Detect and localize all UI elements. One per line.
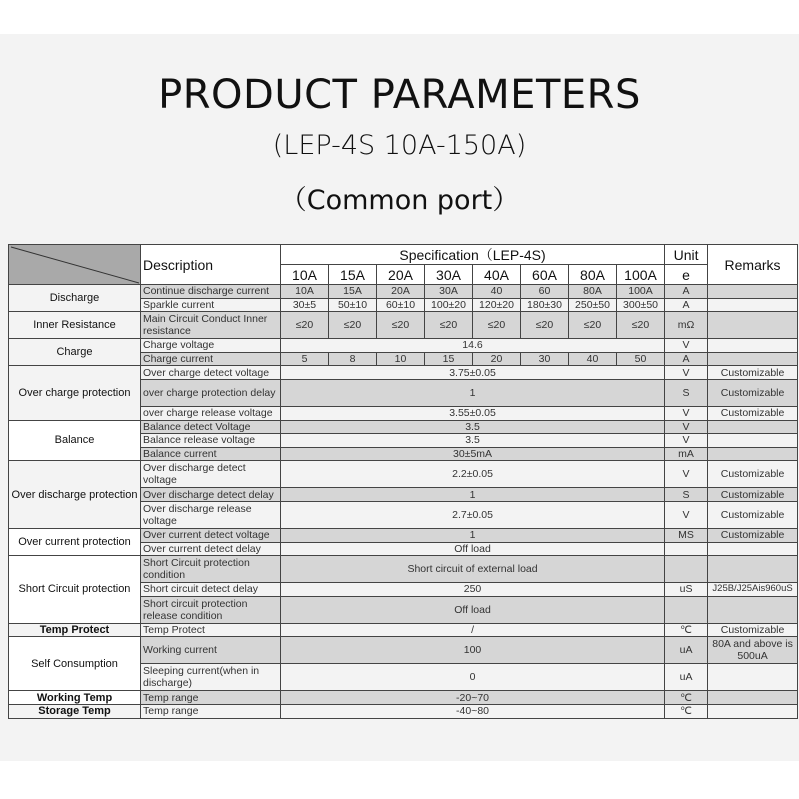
cell-value: 3.75±0.05 <box>281 366 665 380</box>
cell-remark <box>708 596 798 623</box>
cell-unit: V <box>665 406 708 420</box>
cell-value: ≤20 <box>425 312 473 339</box>
cell-remark: Customizable <box>708 488 798 502</box>
cell-value: 1 <box>281 528 665 542</box>
cell-unit: S <box>665 488 708 502</box>
cell-value: 50±10 <box>329 298 377 312</box>
cell-value: ≤20 <box>521 312 569 339</box>
cell-unit: V <box>665 434 708 448</box>
cell-unit <box>665 556 708 583</box>
group-balance: Balance <box>9 420 141 461</box>
cell-remark <box>708 339 798 353</box>
diagonal-line-icon <box>9 245 141 285</box>
cell-value: / <box>281 623 665 637</box>
cell-unit: ℃ <box>665 623 708 637</box>
cell-value: 250±50 <box>569 298 617 312</box>
cell-value: 5 <box>281 352 329 366</box>
cell-value: 30A <box>425 285 473 299</box>
cell-unit: V <box>665 501 708 528</box>
group-over-current: Over current protection <box>9 528 141 555</box>
cell-value: 60±10 <box>377 298 425 312</box>
page-title: PRODUCT PARAMETERS <box>158 72 641 118</box>
cell-value: 30 <box>521 352 569 366</box>
size-header: 60A <box>521 265 569 285</box>
cell-unit <box>665 596 708 623</box>
cell-value: 300±50 <box>617 298 665 312</box>
cell-unit: MS <box>665 528 708 542</box>
header-description: Description <box>141 245 281 285</box>
cell-value: 20 <box>473 352 521 366</box>
cell-unit: A <box>665 285 708 299</box>
cell-value: 2.7±0.05 <box>281 501 665 528</box>
cell-value: 10 <box>377 352 425 366</box>
cell-value: 1 <box>281 379 665 406</box>
cell-value: -20~70 <box>281 691 665 705</box>
cell-value: ≤20 <box>329 312 377 339</box>
row-desc: Temp Protect <box>141 623 281 637</box>
cell-remark <box>708 447 798 461</box>
cell-unit: ℃ <box>665 691 708 705</box>
row-desc: Charge voltage <box>141 339 281 353</box>
row-desc: Over discharge detect delay <box>141 488 281 502</box>
cell-remark: Customizable <box>708 379 798 406</box>
group-self-consumption: Self Consumption <box>9 637 141 691</box>
cell-value: 80A <box>569 285 617 299</box>
cell-unit: ℃ <box>665 704 708 718</box>
cell-remark: Customizable <box>708 623 798 637</box>
cell-unit: A <box>665 352 708 366</box>
cell-value: 0 <box>281 664 665 691</box>
parameters-table <box>8 244 798 719</box>
cell-remark: Customizable <box>708 501 798 528</box>
cell-value: 60 <box>521 285 569 299</box>
cell-value: 30±5mA <box>281 447 665 461</box>
row-desc: Main Circuit Conduct Inner resistance <box>141 312 281 339</box>
header-corner-cell <box>9 245 141 285</box>
size-header: 10A <box>281 265 329 285</box>
size-header: 100A <box>617 265 665 285</box>
size-header: 15A <box>329 265 377 285</box>
cell-unit: mA <box>665 447 708 461</box>
row-desc: Short circuit protection release condition <box>141 596 281 623</box>
cell-unit: mΩ <box>665 312 708 339</box>
row-desc: Balance detect Voltage <box>141 420 281 434</box>
cell-remark: Customizable <box>708 528 798 542</box>
cell-remark <box>708 691 798 705</box>
cell-remark <box>708 542 798 556</box>
cell-value: ≤20 <box>617 312 665 339</box>
group-short-circuit: Short Circuit protection <box>9 556 141 624</box>
row-desc: Temp range <box>141 704 281 718</box>
cell-remark: Customizable <box>708 406 798 420</box>
cell-unit <box>665 542 708 556</box>
cell-unit: V <box>665 366 708 380</box>
cell-value: 30±5 <box>281 298 329 312</box>
header-remarks: Remarks <box>708 245 798 285</box>
cell-unit: A <box>665 298 708 312</box>
cell-unit: uA <box>665 664 708 691</box>
cell-value: Off load <box>281 542 665 556</box>
row-desc: Sleeping current(when in discharge) <box>141 664 281 691</box>
cell-value: ≤20 <box>473 312 521 339</box>
cell-unit: V <box>665 420 708 434</box>
port-subtitle: （Common port） <box>279 185 520 216</box>
cell-unit: V <box>665 339 708 353</box>
header-unit: Unit <box>665 245 708 265</box>
cell-value: 8 <box>329 352 377 366</box>
cell-remark: 80A and above is 500uA <box>708 637 798 664</box>
size-header: 40A <box>473 265 521 285</box>
cell-value: 120±20 <box>473 298 521 312</box>
cell-remark <box>708 664 798 691</box>
row-desc: Continue discharge current <box>141 285 281 299</box>
group-temp-protect: Temp Protect <box>9 623 141 637</box>
cell-value: 100 <box>281 637 665 664</box>
group-storage-temp: Storage Temp <box>9 704 141 718</box>
cell-value: 3.5 <box>281 420 665 434</box>
cell-value: 15A <box>329 285 377 299</box>
cell-remark <box>708 704 798 718</box>
cell-value: 250 <box>281 583 665 597</box>
cell-value: 2.2±0.05 <box>281 461 665 488</box>
group-discharge: Discharge <box>9 285 141 312</box>
cell-value: 20A <box>377 285 425 299</box>
group-over-charge: Over charge protection <box>9 366 141 420</box>
cell-value: 50 <box>617 352 665 366</box>
model-subtitle: (LEP-4S 10A-150A) <box>272 130 527 161</box>
row-desc: Over current detect delay <box>141 542 281 556</box>
cell-unit: uA <box>665 637 708 664</box>
cell-unit: V <box>665 461 708 488</box>
cell-remark <box>708 420 798 434</box>
group-inner-resistance: Inner Resistance <box>9 312 141 339</box>
row-desc: Charge current <box>141 352 281 366</box>
cell-value: -40~80 <box>281 704 665 718</box>
cell-value: 100A <box>617 285 665 299</box>
cell-value: 10A <box>281 285 329 299</box>
row-desc: Working current <box>141 637 281 664</box>
row-desc: Balance current <box>141 447 281 461</box>
row-desc: Short Circuit protection condition <box>141 556 281 583</box>
header-unit-suffix: e <box>665 265 708 285</box>
cell-remark <box>708 434 798 448</box>
cell-remark: Customizable <box>708 461 798 488</box>
row-desc: Over discharge release voltage <box>141 501 281 528</box>
group-over-discharge: Over discharge protection <box>9 461 141 529</box>
cell-remark <box>708 312 798 339</box>
cell-value: 3.55±0.05 <box>281 406 665 420</box>
row-desc: Over charge detect voltage <box>141 366 281 380</box>
cell-remark: Customizable <box>708 366 798 380</box>
group-charge: Charge <box>9 339 141 366</box>
cell-value: 1 <box>281 488 665 502</box>
row-desc: Short circuit detect delay <box>141 583 281 597</box>
cell-value: ≤20 <box>281 312 329 339</box>
cell-remark <box>708 285 798 299</box>
cell-value: 180±30 <box>521 298 569 312</box>
cell-remark <box>708 556 798 583</box>
size-header: 30A <box>425 265 473 285</box>
row-desc: over charge protection delay <box>141 379 281 406</box>
size-header: 80A <box>569 265 617 285</box>
row-desc: Over current detect voltage <box>141 528 281 542</box>
row-desc: Balance release voltage <box>141 434 281 448</box>
group-working-temp: Working Temp <box>9 691 141 705</box>
cell-value: ≤20 <box>377 312 425 339</box>
cell-value: 40 <box>569 352 617 366</box>
cell-value: 15 <box>425 352 473 366</box>
cell-remark: J25B/J25Ais960uS <box>708 583 798 597</box>
size-header: 20A <box>377 265 425 285</box>
header-specification: Specification（LEP-4S) <box>281 245 665 265</box>
cell-value: Off load <box>281 596 665 623</box>
cell-value: Short circuit of external load <box>281 556 665 583</box>
cell-value: ≤20 <box>569 312 617 339</box>
row-desc: Over discharge detect voltage <box>141 461 281 488</box>
cell-unit: uS <box>665 583 708 597</box>
cell-value: 40 <box>473 285 521 299</box>
row-desc: over charge release voltage <box>141 406 281 420</box>
cell-value: 3.5 <box>281 434 665 448</box>
cell-unit: S <box>665 379 708 406</box>
cell-remark <box>708 352 798 366</box>
row-desc: Temp range <box>141 691 281 705</box>
cell-value: 14.6 <box>281 339 665 353</box>
cell-remark <box>708 298 798 312</box>
cell-value: 100±20 <box>425 298 473 312</box>
row-desc: Sparkle current <box>141 298 281 312</box>
